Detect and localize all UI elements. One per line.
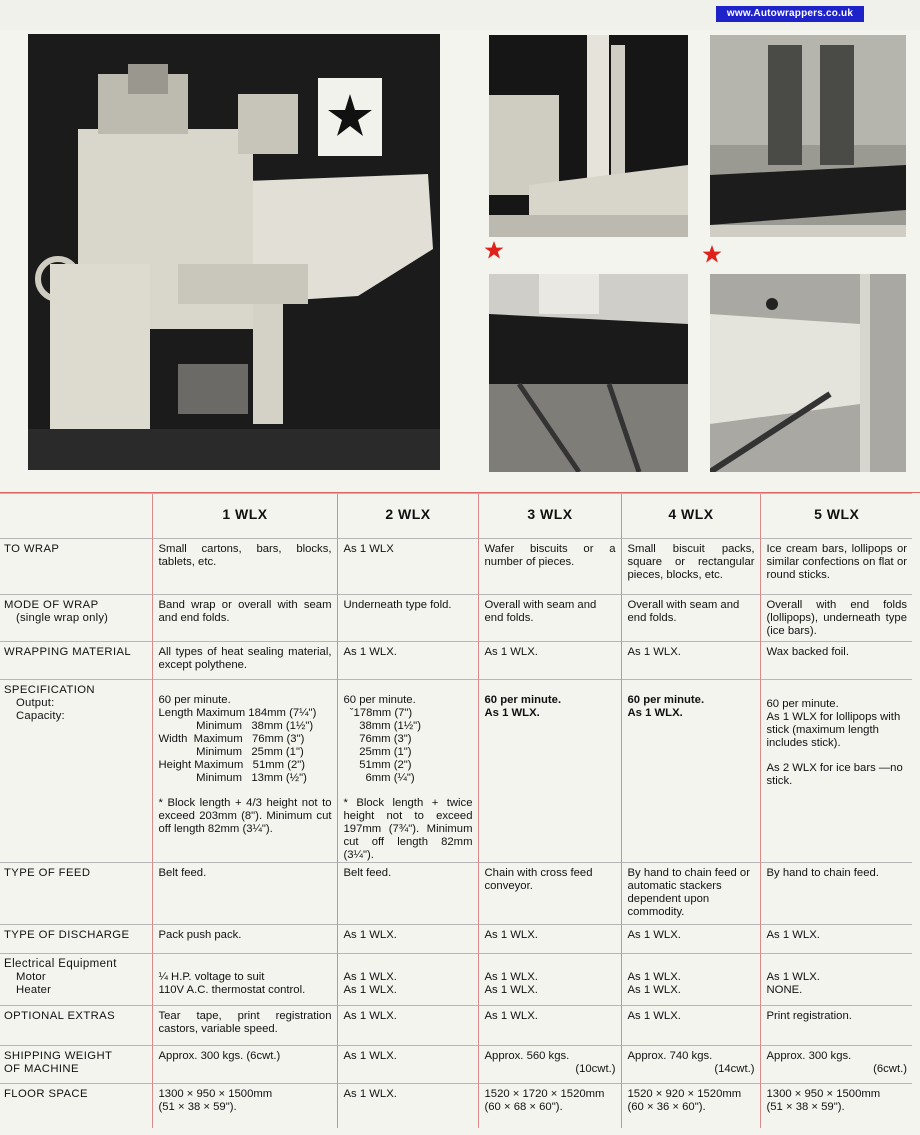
cell-mode-of-wrap-2: Underneath type fold. (337, 595, 478, 642)
of-machine-label: OF MACHINE (4, 1063, 79, 1075)
stacker-machine-illustration (489, 35, 688, 237)
row-label-wrapping-material: WRAPPING MATERIAL (0, 642, 152, 680)
motor-sublabel: Motor (16, 971, 46, 983)
model-header-1: 1 WLX (152, 494, 337, 539)
shipping-weight-label: SHIPPING WEIGHT (4, 1050, 113, 1062)
model-header-5: 5 WLX (760, 494, 912, 539)
cell-optional-extras-5: Print registration. (760, 1006, 912, 1046)
cell-mode-of-wrap-5: Overall with end folds (lollipops), underneath type (ice bars). (760, 595, 912, 642)
feed-conveyor-photo (489, 274, 688, 472)
cell-type-of-discharge-3: As 1 WLX. (478, 925, 621, 954)
cell-to-wrap-5: Ice cream bars, lollipops or similar confections on flat or round sticks. (760, 539, 912, 595)
spec-1-values: 60 per minute. Length Maximum 184mm (7¼") Minimum 38mm (1½") Width Maximum 76mm (3") Minimum 25mm (1") Height Maximum 51mm (2") Minimum 13mm (½") (158, 694, 317, 784)
cell-wrapping-material-1: All types of heat sealing material, except polythene. (152, 642, 337, 680)
twin-stacker-illustration (710, 35, 906, 237)
table-row-floor-space (0, 1084, 912, 1128)
shipping-weight-3-kgs: Approx. 560 kgs. (484, 1050, 570, 1062)
cell-wrapping-material-2: As 1 WLX. (337, 642, 478, 680)
table-row-mode-of-wrap (0, 595, 912, 642)
table-row-type-of-discharge (0, 925, 912, 954)
cell-floor-space-1: 1300 × 950 × 1500mm (51 × 38 × 59"). (152, 1084, 337, 1128)
cell-shipping-weight-3 (478, 1046, 621, 1084)
header-blank-cell (0, 494, 152, 539)
table-row-shipping-weight (0, 1046, 912, 1084)
cell-to-wrap-4: Small biscuit packs, square or rectangular pieces, blocks, etc. (621, 539, 760, 595)
cell-type-of-feed-4: By hand to chain feed or automatic stackers dependent upon commodity. (621, 863, 760, 925)
cell-electrical-2: As 1 WLX. As 1 WLX. (337, 954, 478, 1006)
shipping-weight-5-cwt: (6cwt.) (873, 1063, 907, 1075)
spacer (485, 684, 616, 694)
row-label-mode-of-wrap (0, 595, 152, 642)
output-sublabel: Output: (16, 697, 55, 709)
cell-type-of-feed-1: Belt feed. (152, 863, 337, 925)
model-header-2: 2 WLX (337, 494, 478, 539)
spec-1-note: * Block length + 4/3 height not to exceed 203mm (8"). Minimum cut off length 82mm (3¼"). (158, 797, 332, 835)
red-star-icon (484, 240, 504, 260)
cell-mode-of-wrap-1: Band wrap or overall with seam and end folds. (152, 595, 337, 642)
cell-optional-extras-4: As 1 WLX. (621, 1006, 760, 1046)
spec-2-values: 60 per minute. ˇ178mm (7") 38mm (1½") 76mm (3") 25mm (1") 51mm (2") 6mm (¼") (343, 694, 421, 784)
model-header-3: 3 WLX (478, 494, 621, 539)
cell-floor-space-5: 1300 × 950 × 1500mm (51 × 38 × 59"). (760, 1084, 912, 1128)
website-url-badge[interactable]: www.Autowrappers.co.uk (716, 6, 864, 22)
shipping-weight-4-cwt: (14cwt.) (714, 1063, 755, 1075)
model-header-4: 4 WLX (621, 494, 760, 539)
conveyor-illustration (489, 274, 688, 472)
row-label-specification (0, 680, 152, 863)
red-star-icon-2 (702, 244, 722, 264)
cell-shipping-weight-4 (621, 1046, 760, 1084)
mode-of-wrap-sublabel: (single wrap only) (16, 612, 109, 624)
cell-specification-5 (760, 680, 912, 863)
cell-mode-of-wrap-4: Overall with seam and end folds. (621, 595, 760, 642)
cell-shipping-weight-5 (760, 1046, 912, 1084)
table-row-type-of-feed (0, 863, 912, 925)
table-row-wrapping-material (0, 642, 912, 680)
main-machine-photo (28, 34, 440, 470)
wrapping-machine-illustration (28, 34, 440, 470)
cell-type-of-discharge-2: As 1 WLX. (337, 925, 478, 954)
cell-specification-1 (152, 680, 337, 863)
table-row-specification (0, 680, 912, 863)
shipping-weight-5-kgs: Approx. 300 kgs. (766, 1050, 852, 1062)
specification-label: SPECIFICATION (4, 684, 95, 696)
cell-electrical-3: As 1 WLX. As 1 WLX. (478, 954, 621, 1006)
mode-of-wrap-label: MODE OF WRAP (4, 599, 99, 611)
row-label-floor-space: FLOOR SPACE (0, 1084, 152, 1128)
cell-electrical-1: ¼ H.P. voltage to suit 110V A.C. thermostat control. (152, 954, 337, 1006)
table-row-electrical (0, 954, 912, 1006)
discharge-end-photo (710, 274, 906, 472)
cell-floor-space-4: 1520 × 920 × 1520mm (60 × 36 × 60"). (621, 1084, 760, 1128)
shipping-weight-3-cwt: (10cwt.) (575, 1063, 616, 1075)
cell-specification-3 (478, 680, 621, 863)
table-row-optional-extras (0, 1006, 912, 1046)
table-row-to-wrap (0, 539, 912, 595)
cell-floor-space-2: As 1 WLX. (337, 1084, 478, 1128)
cell-shipping-weight-2: As 1 WLX. (337, 1046, 478, 1084)
cell-electrical-4: As 1 WLX. As 1 WLX. (621, 954, 760, 1006)
spacer (159, 684, 332, 694)
row-label-to-wrap: TO WRAP (0, 539, 152, 595)
spec-2-note: * Block length + twice height not to exceed 197mm (7¾"). Minimum cut off length 82mm (3¼"). (343, 797, 473, 861)
cell-type-of-discharge-4: As 1 WLX. (621, 925, 760, 954)
cell-type-of-discharge-1: Pack push pack. (152, 925, 337, 954)
cell-type-of-feed-5: By hand to chain feed. (760, 863, 912, 925)
cell-type-of-feed-2: Belt feed. (337, 863, 478, 925)
spec-5-note: As 2 WLX for ice bars —no stick. (766, 762, 903, 787)
spec-3-values: 60 per minute. As 1 WLX. (484, 694, 562, 719)
cell-optional-extras-2: As 1 WLX. (337, 1006, 478, 1046)
cell-mode-of-wrap-3: Overall with seam and end folds. (478, 595, 621, 642)
cell-specification-4 (621, 680, 760, 863)
spec-5-values: 60 per minute. As 1 WLX for lollipops with stick (maximum length includes stick). (766, 698, 901, 749)
cell-shipping-weight-1: Approx. 300 kgs. (6cwt.) (152, 1046, 337, 1084)
cell-type-of-discharge-5: As 1 WLX. (760, 925, 912, 954)
spec-4-values: 60 per minute. As 1 WLX. (627, 694, 705, 719)
cell-optional-extras-3: As 1 WLX. (478, 1006, 621, 1046)
twin-stacker-machine-photo (710, 35, 906, 237)
cell-specification-2 (337, 680, 478, 863)
spacer (628, 684, 755, 694)
cell-wrapping-material-4: As 1 WLX. (621, 642, 760, 680)
spacer (159, 785, 332, 797)
cell-wrapping-material-5: Wax backed foil. (760, 642, 912, 680)
row-label-optional-extras: OPTIONAL EXTRAS (0, 1006, 152, 1046)
specification-table (0, 493, 912, 1128)
row-label-type-of-discharge: TYPE OF DISCHARGE (0, 925, 152, 954)
cell-optional-extras-1: Tear tape, print registration castors, variable speed. (152, 1006, 337, 1046)
row-label-electrical (0, 954, 152, 1006)
capacity-sublabel: Capacity: (16, 710, 65, 722)
cell-electrical-5: As 1 WLX. NONE. (760, 954, 912, 1006)
shipping-weight-4-kgs: Approx. 740 kgs. (627, 1050, 713, 1062)
cell-wrapping-material-3: As 1 WLX. (478, 642, 621, 680)
cell-type-of-feed-3: Chain with cross feed conveyor. (478, 863, 621, 925)
cell-to-wrap-2: As 1 WLX (337, 539, 478, 595)
cell-floor-space-3: 1520 × 1720 × 1520mm (60 × 68 × 60"). (478, 1084, 621, 1128)
discharge-illustration (710, 274, 906, 472)
spacer (344, 785, 473, 797)
row-label-shipping-weight (0, 1046, 152, 1084)
table-header-row (0, 494, 912, 539)
machine-with-stacker-photo (489, 35, 688, 237)
spacer (767, 684, 908, 698)
heater-sublabel: Heater (16, 984, 52, 996)
row-label-type-of-feed: TYPE OF FEED (0, 863, 152, 925)
cell-to-wrap-1: Small cartons, bars, blocks, tablets, etc. (152, 539, 337, 595)
electrical-label: Electrical Equipment (4, 958, 117, 970)
spacer (767, 750, 908, 762)
spacer (344, 684, 473, 694)
cell-to-wrap-3: Wafer biscuits or a number of pieces. (478, 539, 621, 595)
